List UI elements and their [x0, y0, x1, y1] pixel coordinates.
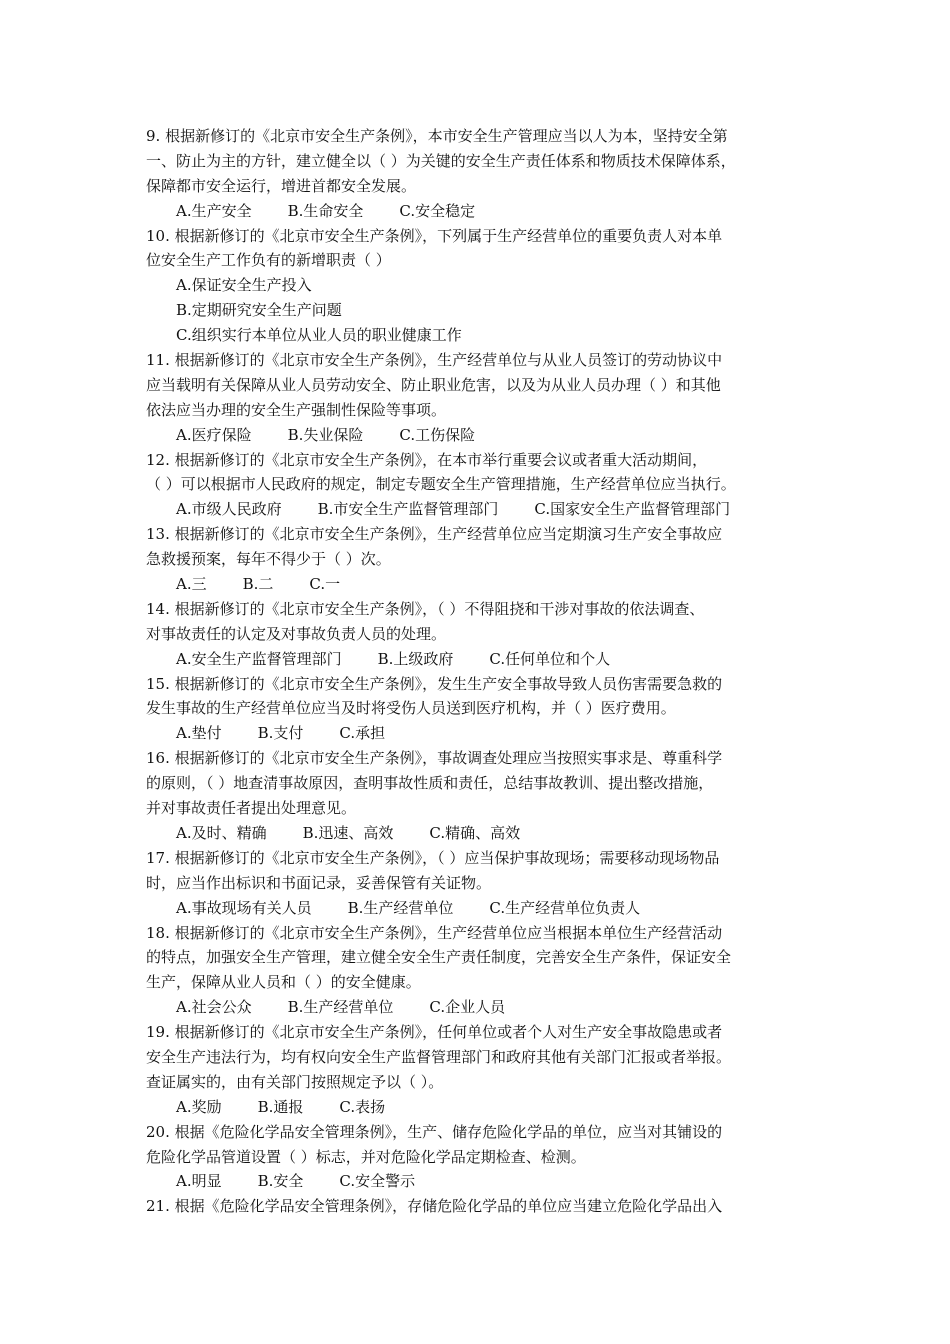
- option-b: B.上级政府: [377, 649, 454, 668]
- options-row: [146, 821, 808, 846]
- question-block: [146, 348, 808, 448]
- option-a: A.事故现场有关人员: [176, 898, 312, 917]
- option-b: B.二: [242, 575, 274, 594]
- options-row: [146, 572, 808, 597]
- question-block: [146, 124, 808, 224]
- question-text-line: 位安全生产工作负有的新增职责（ ）: [146, 251, 391, 270]
- option-c: C.承担: [339, 724, 386, 743]
- option-b: B.通报: [257, 1097, 304, 1116]
- option-c: C.任何单位和个人: [489, 649, 611, 668]
- option-c: C.生产经营单位负责人: [489, 898, 641, 917]
- question-block: [146, 921, 808, 1021]
- options-row: [146, 647, 808, 672]
- options-row: [146, 995, 808, 1020]
- document-page: [146, 124, 808, 1219]
- question-block: [146, 1020, 808, 1120]
- question-text-line: 安全生产违法行为，均有权向安全生产监督管理部门和政府其他有关部门汇报或者举报。: [146, 1047, 732, 1066]
- question-text-line: 对事故责任的认定及对事故负责人员的处理。: [146, 624, 447, 643]
- options-row: [146, 896, 808, 921]
- question-block: [146, 672, 808, 747]
- question-text-line: 保障都市安全运行，增进首都安全发展。: [146, 176, 417, 195]
- question-text-line: 危险化学品管道设置（ ）标志，并对危险化学品定期检查、检测。: [146, 1147, 586, 1166]
- question-text-line: 12. 根据新修订的《北京市安全生产条例》，在本市举行重要会议或者重大活动期间，: [146, 450, 708, 469]
- options-row: [146, 721, 808, 746]
- question-text-line: 查证属实的，由有关部门按照规定予以（ ）。: [146, 1072, 444, 1091]
- option-a: A.明显: [176, 1172, 222, 1191]
- option-a: A.医疗保险: [176, 425, 252, 444]
- question-text-line: 9. 根据新修订的《北京市安全生产条例》，本市安全生产管理应当以人为本，坚持安全第: [146, 127, 728, 145]
- option-b: B.市安全生产监督管理部门: [317, 500, 499, 519]
- option-a: A.三: [176, 575, 207, 594]
- option-b: B.定期研究安全生产问题: [176, 301, 342, 320]
- question-text-line: 17. 根据新修订的《北京市安全生产条例》，（ ）应当保护事故现场；需要移动现场物品: [146, 848, 720, 867]
- question-text-line: 时，应当作出标识和书面记录，妥善保管有关证物。: [146, 873, 492, 892]
- question-block: [146, 448, 808, 523]
- option-c: C.安全稳定: [399, 201, 476, 220]
- option-a: A.垫付: [176, 724, 222, 743]
- options-row: [146, 1169, 808, 1194]
- options-row: [146, 1095, 808, 1120]
- question-text-line: 并对事故责任者提出处理意见。: [146, 799, 357, 818]
- option-b: B.迅速、高效: [302, 823, 394, 842]
- option-c: C.工伤保险: [399, 425, 476, 444]
- question-text-line: 发生事故的生产经营单位应当及时将受伤人员送到医疗机构，并（ ）医疗费用。: [146, 699, 676, 718]
- option-b: B.安全: [257, 1172, 304, 1191]
- question-text-line: 19. 根据新修订的《北京市安全生产条例》，任何单位或者个人对生产安全事故隐患或者: [146, 1023, 723, 1042]
- question-text-line: 13. 根据新修订的《北京市安全生产条例》，生产经营单位应当定期演习生产安全事故应: [146, 525, 723, 544]
- option-b: B.生产经营单位: [347, 898, 454, 917]
- question-text-line: 14. 根据新修订的《北京市安全生产条例》，（ ）不得阻挠和干涉对事故的依法调查、: [146, 599, 705, 618]
- option-b: B.失业保险: [287, 425, 364, 444]
- option-a: A.市级人民政府: [176, 500, 282, 519]
- option-c: C.国家安全生产监督管理部门: [534, 500, 731, 519]
- question-text-line: 11. 根据新修订的《北京市安全生产条例》，生产经营单位与从业人员签订的劳动协议中: [146, 351, 723, 370]
- option-a: A.安全生产监督管理部门: [176, 649, 342, 668]
- option-a: A.保证安全生产投入: [176, 276, 312, 295]
- question-block: [146, 1120, 808, 1195]
- question-text-line: 依法应当办理的安全生产强制性保险等事项。: [146, 400, 447, 419]
- question-text-line: 18. 根据新修订的《北京市安全生产条例》，生产经营单位应当根据本单位生产经营活动: [146, 923, 723, 942]
- question-block: [146, 746, 808, 846]
- question-text-line: 生产，保障从业人员和（ ）的安全健康。: [146, 973, 421, 992]
- question-text-line: 21. 根据《危险化学品安全管理条例》，存储危险化学品的单位应当建立危险化学品出入: [146, 1197, 723, 1216]
- options-row: [146, 497, 808, 522]
- options-row: [146, 199, 808, 224]
- question-text-line: 应当载明有关保障从业人员劳动安全、防止职业危害，以及为从业人员办理（ ）和其他: [146, 375, 721, 394]
- question-text-line: 15. 根据新修订的《北京市安全生产条例》，发生生产安全事故导致人员伤害需要急救的: [146, 674, 723, 693]
- question-text-line: （ ）可以根据市人民政府的规定，制定专题安全生产管理措施，生产经营单位应当执行。: [146, 475, 736, 494]
- question-text-line: 一、防止为主的方针，建立健全以（ ）为关键的安全生产责任体系和物质技术保障体系，: [146, 151, 736, 170]
- option-c: C.企业人员: [429, 998, 506, 1017]
- option-c: C.组织实行本单位从业人员的职业健康工作: [176, 326, 462, 345]
- option-b: B.生产经营单位: [287, 998, 394, 1017]
- question-text-line: 10. 根据新修订的《北京市安全生产条例》，下列属于生产经营单位的重要负责人对本单: [146, 226, 723, 245]
- option-c: C.安全警示: [339, 1172, 416, 1191]
- question-block: [146, 846, 808, 921]
- question-text-line: 16. 根据新修订的《北京市安全生产条例》，事故调查处理应当按照实事求是、尊重科学: [146, 749, 723, 768]
- question-block: [146, 522, 808, 597]
- option-a: A.奖励: [176, 1097, 222, 1116]
- question-text-line: 的特点，加强安全生产管理，建立健全安全生产责任制度，完善安全生产条件，保证安全: [146, 948, 732, 967]
- question-text-line: 20. 根据《危险化学品安全管理条例》，生产、储存危险化学品的单位，应当对其铺设的: [146, 1122, 723, 1141]
- question-text-line: 的原则，（ ）地查清事故原因，查明事故性质和责任，总结事故教训、提出整改措施，: [146, 774, 714, 793]
- option-a: A.及时、精确: [176, 823, 267, 842]
- option-a: A.社会公众: [176, 998, 252, 1017]
- options-row: [146, 423, 808, 448]
- option-b: B.支付: [257, 724, 304, 743]
- question-block: [146, 224, 808, 348]
- option-b: B.生命安全: [287, 201, 364, 220]
- question-block: [146, 597, 808, 672]
- option-a: A.生产安全: [176, 201, 252, 220]
- question-block: [146, 1194, 808, 1219]
- option-c: C.精确、高效: [429, 823, 521, 842]
- question-text-line: 急救援预案，每年不得少于（ ）次。: [146, 550, 391, 569]
- option-c: C.一: [309, 575, 341, 594]
- option-c: C.表扬: [339, 1097, 386, 1116]
